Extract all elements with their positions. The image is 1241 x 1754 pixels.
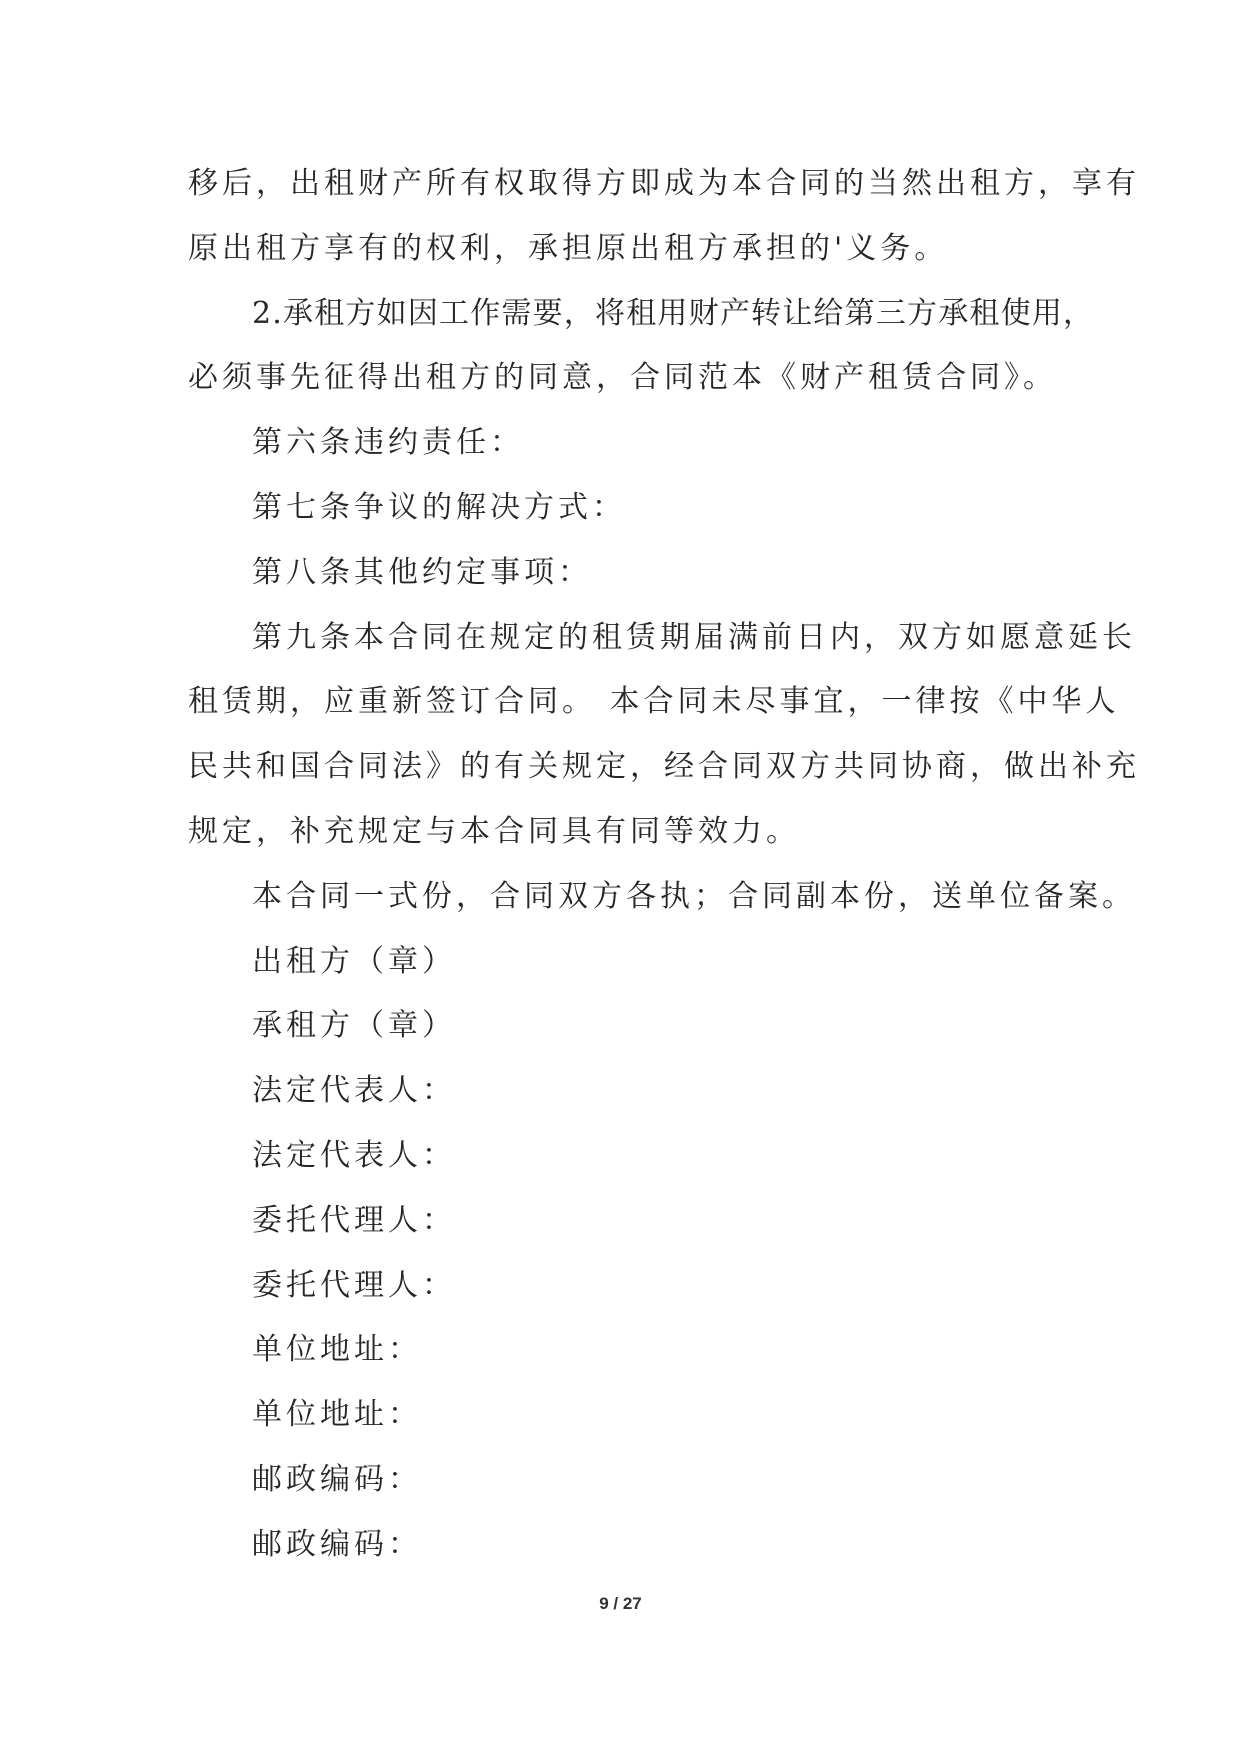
text-line: 原出租方享有的权利，承担原出租方承担的'义务。 xyxy=(188,230,949,266)
clause-heading-8: 第八条其他约定事项： xyxy=(252,554,592,590)
field-postal-code: 邮政编码： xyxy=(252,1461,422,1497)
field-authorized-agent: 委托代理人： xyxy=(252,1267,456,1303)
page-number: 9 / 27 xyxy=(599,1594,642,1613)
field-authorized-agent: 委托代理人： xyxy=(252,1202,456,1238)
document-body xyxy=(188,152,1140,1578)
clause-heading-7: 第七条争议的解决方式： xyxy=(252,489,626,525)
text-line: 必须事先征得出租方的同意，合同范本《财产租赁合同》。 xyxy=(188,360,1057,396)
field-postal-code: 邮政编码： xyxy=(252,1526,422,1562)
field-unit-address: 单位地址： xyxy=(252,1332,422,1368)
text-line: 本合同一式份，合同双方各执；合同副本份，送单位备案。 xyxy=(252,878,1136,914)
text-line: 2.承租方如因工作需要，将租用财产转让给第三方承租使用， xyxy=(252,295,1095,331)
field-legal-representative: 法定代表人： xyxy=(252,1137,456,1173)
clause-heading-9: 第九条本合同在规定的租赁期届满前日内，双方如愿意延长 xyxy=(252,619,1136,655)
field-unit-address: 单位地址： xyxy=(252,1397,422,1433)
text-line: 租赁期，应重新签订合同。 本合同未尽事宜，一律按《中华人 xyxy=(188,684,1120,720)
text-line: 移后，出租财产所有权取得方即成为本合同的当然出租方，享有 xyxy=(188,166,1140,201)
signature-lessee: 承租方（章） xyxy=(252,1008,456,1044)
field-legal-representative: 法定代表人： xyxy=(252,1073,456,1109)
signature-lessor: 出租方（章） xyxy=(252,943,456,979)
text-line: 规定，补充规定与本合同具有同等效力。 xyxy=(188,813,800,849)
text-line: 民共和国合同法》的有关规定，经合同双方共同协商，做出补充 xyxy=(188,749,1140,785)
clause-heading-6: 第六条违约责任： xyxy=(252,425,524,461)
